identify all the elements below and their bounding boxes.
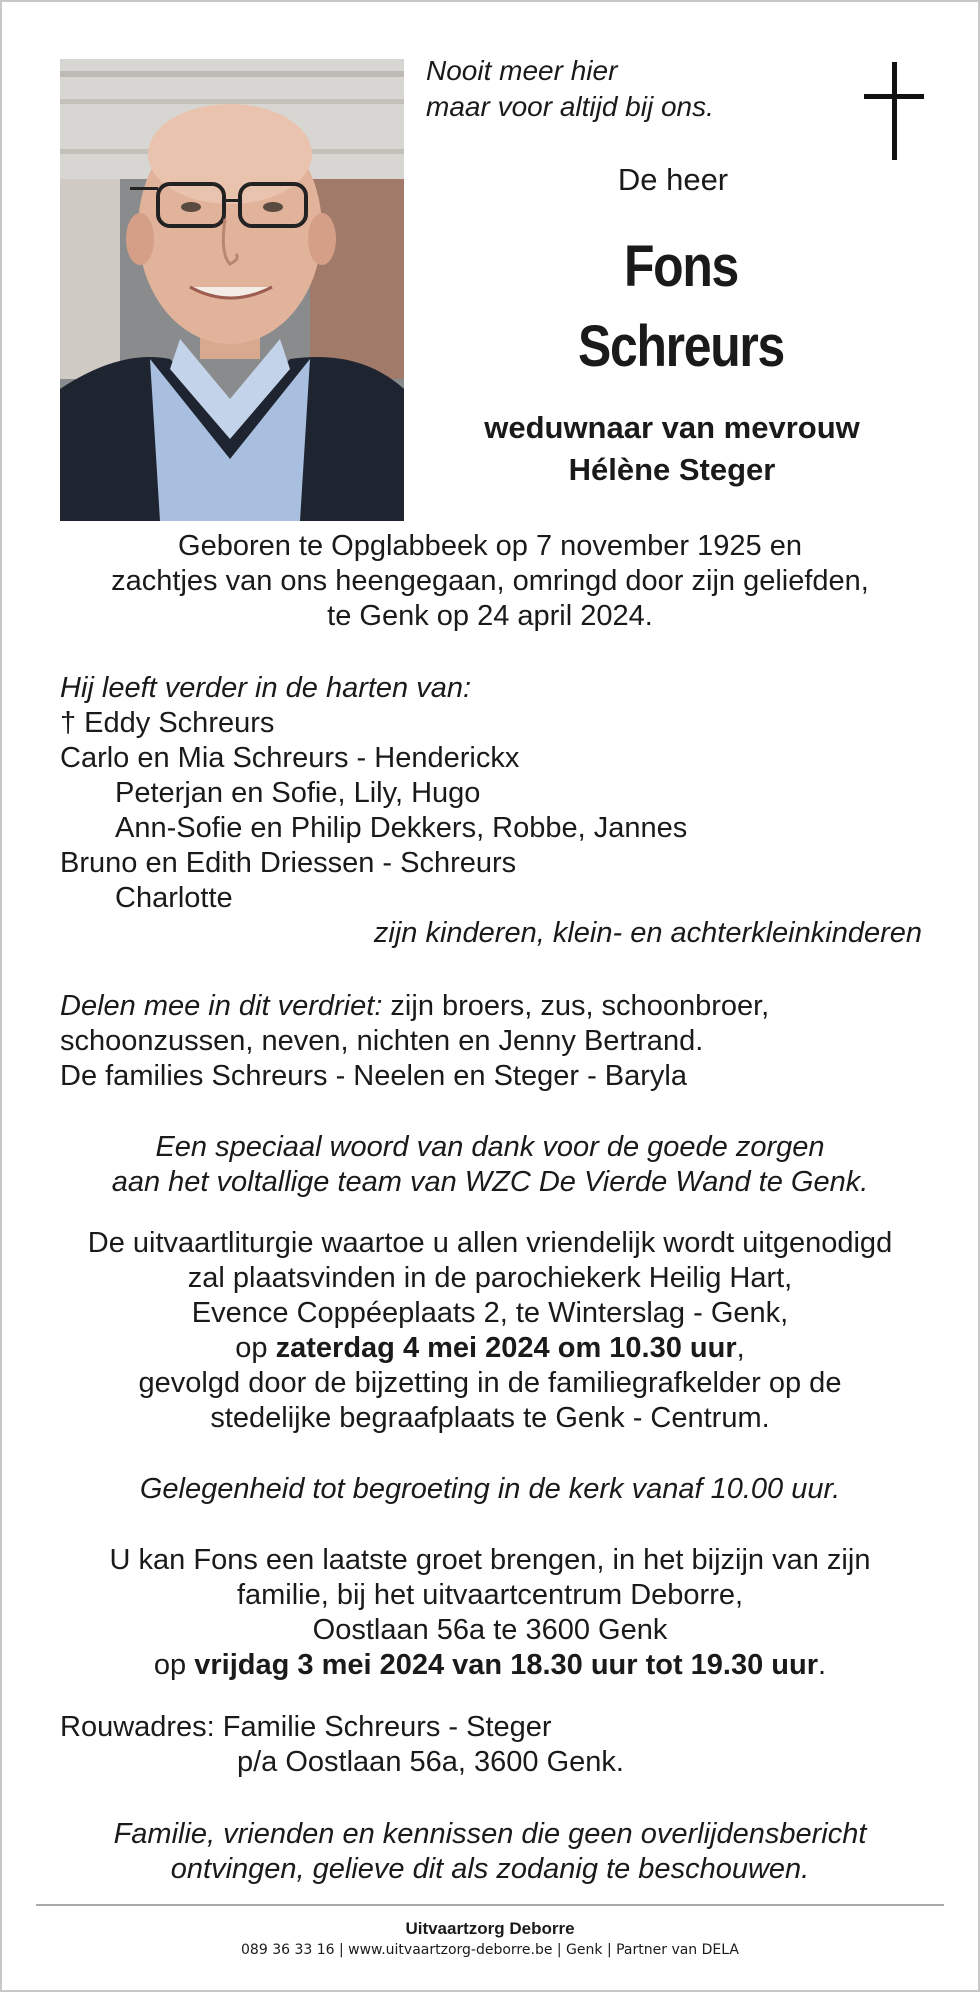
cross-horizontal-bar [864,94,924,99]
shared-grief [60,989,930,1094]
visitation-date: vrijdag 3 mei 2024 van 18.30 uur tot 19.30 uur [194,1649,819,1681]
family-member: Charlotte [115,882,233,914]
widow-line-2: Hélène Steger [568,452,776,487]
footer-divider [36,1904,944,1906]
family-member: Bruno en Edith Driessen - Schreurs [60,847,517,879]
church-greeting [2,1472,978,1507]
footer-title: Uitvaartzorg Deborre [405,1919,575,1938]
visitation-date-suffix: . [818,1649,827,1681]
family-intro: Hij leeft verder in de harten van: [60,672,472,704]
family-member: Carlo en Mia Schreurs - Henderickx [60,742,520,774]
birth-death-line: te Genk op 24 april 2024. [327,600,653,632]
quote-line-2: maar voor altijd bij ons. [426,91,714,122]
first-name: Fons [623,234,738,299]
widow-line-1: weduwnaar van mevrouw [484,410,860,445]
thanks-line: Een speciaal woord van dank voor de goede zorgen [155,1131,825,1163]
family-member: Ann-Sofie en Philip Dekkers, Robbe, Jannes [115,812,688,844]
last-name: Schreurs [578,314,784,379]
visitation-line-2: familie, bij het uitvaartcentrum Deborre, [236,1579,744,1611]
funeral-line-3: Evence Coppéeplaats 2, te Winterslag - Genk, [191,1297,789,1329]
closing-line: ontvingen, gelieve dit als zodanig te beschouwen. [170,1853,810,1885]
thanks-note [2,1130,978,1200]
mourning-address [60,1710,930,1780]
funeral-date-prefix: op [235,1332,276,1364]
funeral-line-6: stedelijke begraafplaats te Genk - Centrum. [210,1402,770,1434]
church-greeting-line: Gelegenheid tot begroeting in de kerk vanaf 10.00 uur. [139,1473,841,1505]
widow-note [432,407,912,491]
funeral-line-2: zal plaatsvinden in de parochiekerk Heilig Hart, [187,1262,793,1294]
address-line-2: p/a Oostlaan 56a, 3600 Genk. [237,1746,624,1778]
deceased-name [510,227,852,387]
visitation-line-3: Oostlaan 56a te 3600 Genk [312,1614,668,1646]
family-relation-line: zijn kinderen, klein- en achterkleinkinderen [373,917,922,949]
visitation-line-1: U kan Fons een laatste groet brengen, in het bijzijn van zijn [109,1544,871,1576]
funeral-line-5: gevolgd door de bijzetting in de familiegrafkelder op de [138,1367,842,1399]
shared-grief-line-1 [60,989,930,1024]
visitation-details [2,1543,978,1683]
birth-death-line: zachtjes van ons heengegaan, omringd door zijn geliefden, [111,565,869,597]
shared-grief-line-2: schoonzussen, neven, nichten en Jenny Bertrand. [60,1025,704,1057]
funeral-line-4 [2,1331,978,1366]
family-member: Peterjan en Sofie, Lily, Hugo [115,777,481,809]
birth-death-info [2,529,978,634]
footer-contact: 089 36 33 16 | www.uitvaartzorg-deborre.be | Genk | Partner van DELA [241,1942,739,1958]
funeral-date: zaterdag 4 mei 2024 om 10.30 uur [275,1332,737,1364]
shared-grief-rest: zijn broers, zus, schoonbroer, [382,990,770,1022]
cross-vertical-bar [892,62,897,160]
closing-line: Familie, vrienden en kennissen die geen overlijdensbericht [113,1818,867,1850]
family-member: † Eddy Schreurs [60,707,275,739]
shared-grief-line-3: De families Schreurs - Neelen en Steger - Baryla [60,1060,687,1092]
funeral-line-1: De uitvaartliturgie waartoe u allen vriendelijk wordt uitgenodigd [87,1227,893,1259]
visitation-line-4 [2,1648,978,1683]
family-list [60,671,930,916]
latin-cross-icon [864,62,924,160]
birth-death-line: Geboren te Opglabbeek op 7 november 1925 en [178,530,802,562]
salutation: De heer [617,162,729,197]
visitation-date-prefix: op [153,1649,195,1681]
address-line-1: Rouwadres: Familie Schreurs - Steger [60,1711,552,1743]
closing-note [2,1817,978,1887]
thanks-line: aan het voltallige team van WZC De Vierde Wand te Genk. [111,1166,869,1198]
portrait-photo [60,59,404,521]
opening-quote [426,53,714,125]
funeral-date-suffix: , [736,1332,745,1364]
family-relation [2,916,978,951]
funeral-details [2,1226,978,1436]
shared-grief-label: Delen mee in dit verdriet: [60,990,383,1022]
quote-line-1: Nooit meer hier [426,55,618,86]
